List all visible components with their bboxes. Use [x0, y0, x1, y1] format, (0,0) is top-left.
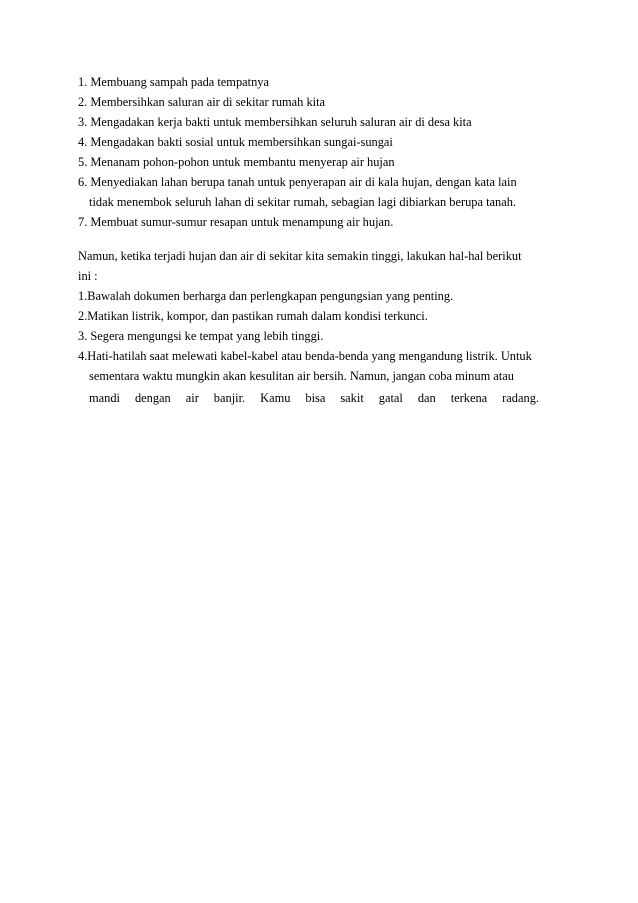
- intro-paragraph-line-1: Namun, ketika terjadi hujan dan air di sekitar kita semakin tinggi, lakukan hal-hal berikut: [78, 249, 522, 263]
- list2-line-4: 4.Hati-hatilah saat melewati kabel-kabel atau benda-benda yang mengandung listrik. Untuk: [78, 349, 532, 363]
- list2-line-4-final: mandi dengan air banjir. Kamu bisa sakit gatal dan terkena radang.: [89, 391, 539, 405]
- list1-line-3: 3. Mengadakan kerja bakti untuk membersihkan seluruh saluran air di desa kita: [78, 115, 472, 129]
- list1-line-7: 7. Membuat sumur-sumur resapan untuk menampung air hujan.: [78, 215, 394, 229]
- list1-line-1: 1. Membuang sampah pada tempatnya: [78, 75, 269, 89]
- list1-line-2: 2. Membersihkan saluran air di sekitar rumah kita: [78, 95, 326, 109]
- list2-line-2: 2.Matikan listrik, kompor, dan pastikan rumah dalam kondisi terkunci.: [78, 309, 428, 323]
- list1-line-6-continued: tidak menembok seluruh lahan di sekitar rumah, sebagian lagi dibiarkan berupa tanah.: [89, 195, 516, 209]
- list2-line-1: 1.Bawalah dokumen berharga dan perlengkapan pengungsian yang penting.: [78, 289, 454, 303]
- list1-line-4: 4. Mengadakan bakti sosial untuk membersihkan sungai-sungai: [78, 135, 393, 149]
- list2-line-4-continued: sementara waktu mungkin akan kesulitan air bersih. Namun, jangan coba minum atau: [89, 369, 514, 383]
- intro-paragraph-line-2: ini :: [78, 269, 98, 283]
- list1-line-6: 6. Menyediakan lahan berupa tanah untuk penyerapan air di kala hujan, dengan kata lain: [78, 175, 517, 189]
- list1-line-5: 5. Menanam pohon-pohon untuk membantu menyerap air hujan: [78, 155, 395, 169]
- list2-line-3: 3. Segera mengungsi ke tempat yang lebih tinggi.: [78, 329, 324, 343]
